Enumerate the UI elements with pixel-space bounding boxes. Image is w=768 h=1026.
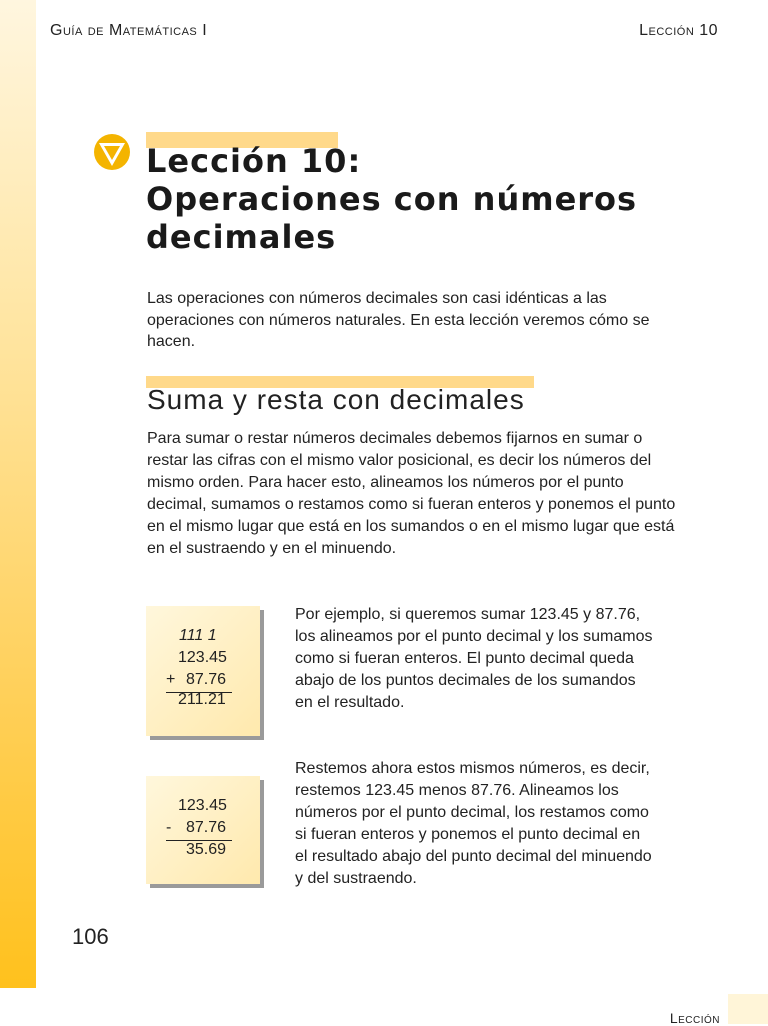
minus-sign: - [166,819,172,836]
sub-operand-b: 87.76 [186,819,227,836]
header-book-title: Guía de Matemáticas I [50,22,208,39]
sum-example-box [146,606,260,736]
plus-sign: + [166,671,176,688]
page-number: 106 [72,924,109,949]
subtraction-example-text: Restemos ahora estos mismos números, es decir, restemos 123.45 menos 87.76. Alineamos los números por el punto decimal, los restamos como si fueran enteros y ponemos el punto decimal en el resultado abajo del punto decimal del minuendo y del sustraendo. [295,760,652,887]
lesson-intro: Las operaciones con números decimales son casi idénticas a las operaciones con números naturales. En esta lección veremos cómo se hacen. [147,290,650,350]
sum-operand-a: 123.45 [178,649,227,666]
footer-corner [728,994,768,1024]
lesson-title-line-2: Operaciones con números [146,180,638,218]
footer-lesson-label: Lección [669,1010,720,1026]
sum-operand-b: 87.76 [186,671,227,688]
lesson-title-line-1: Lección 10: [146,142,362,180]
subtraction-example-box [146,776,260,884]
lesson-marker-icon [92,132,132,172]
side-color-bar [0,0,36,988]
sum-result: 211.21 [178,691,226,708]
section-paragraph: Para sumar o restar números decimales debemos fijarnos en sumar o restar las cifras con el mismo valor posicional, es decir los números del mismo orden. Para hacer esto, alineamos los números por el punto decimal, sumamos o restamos como si fueran enteros y ponemos el punto en el mismo lugar que está en los sumandos o en el mismo lugar que está en el sustraendo y en el minuendo. [147,430,676,557]
carry-digits: 111 1 [179,627,217,644]
sub-operand-a: 123.45 [178,797,227,814]
sub-result: 35.69 [186,841,227,858]
lesson-title [146,142,706,256]
lesson-title-line-3: decimales [146,218,337,256]
sum-example-text: Por ejemplo, si queremos sumar 123.45 y 87.76, los alineamos por el punto decimal y los sumamos como si fueran enteros. El punto decimal queda abajo de los puntos decimales de los sumandos en el resultado. [295,606,653,711]
header-lesson-label: Lección 10 [639,22,718,39]
section-heading: Suma y resta con decimales [147,384,525,415]
